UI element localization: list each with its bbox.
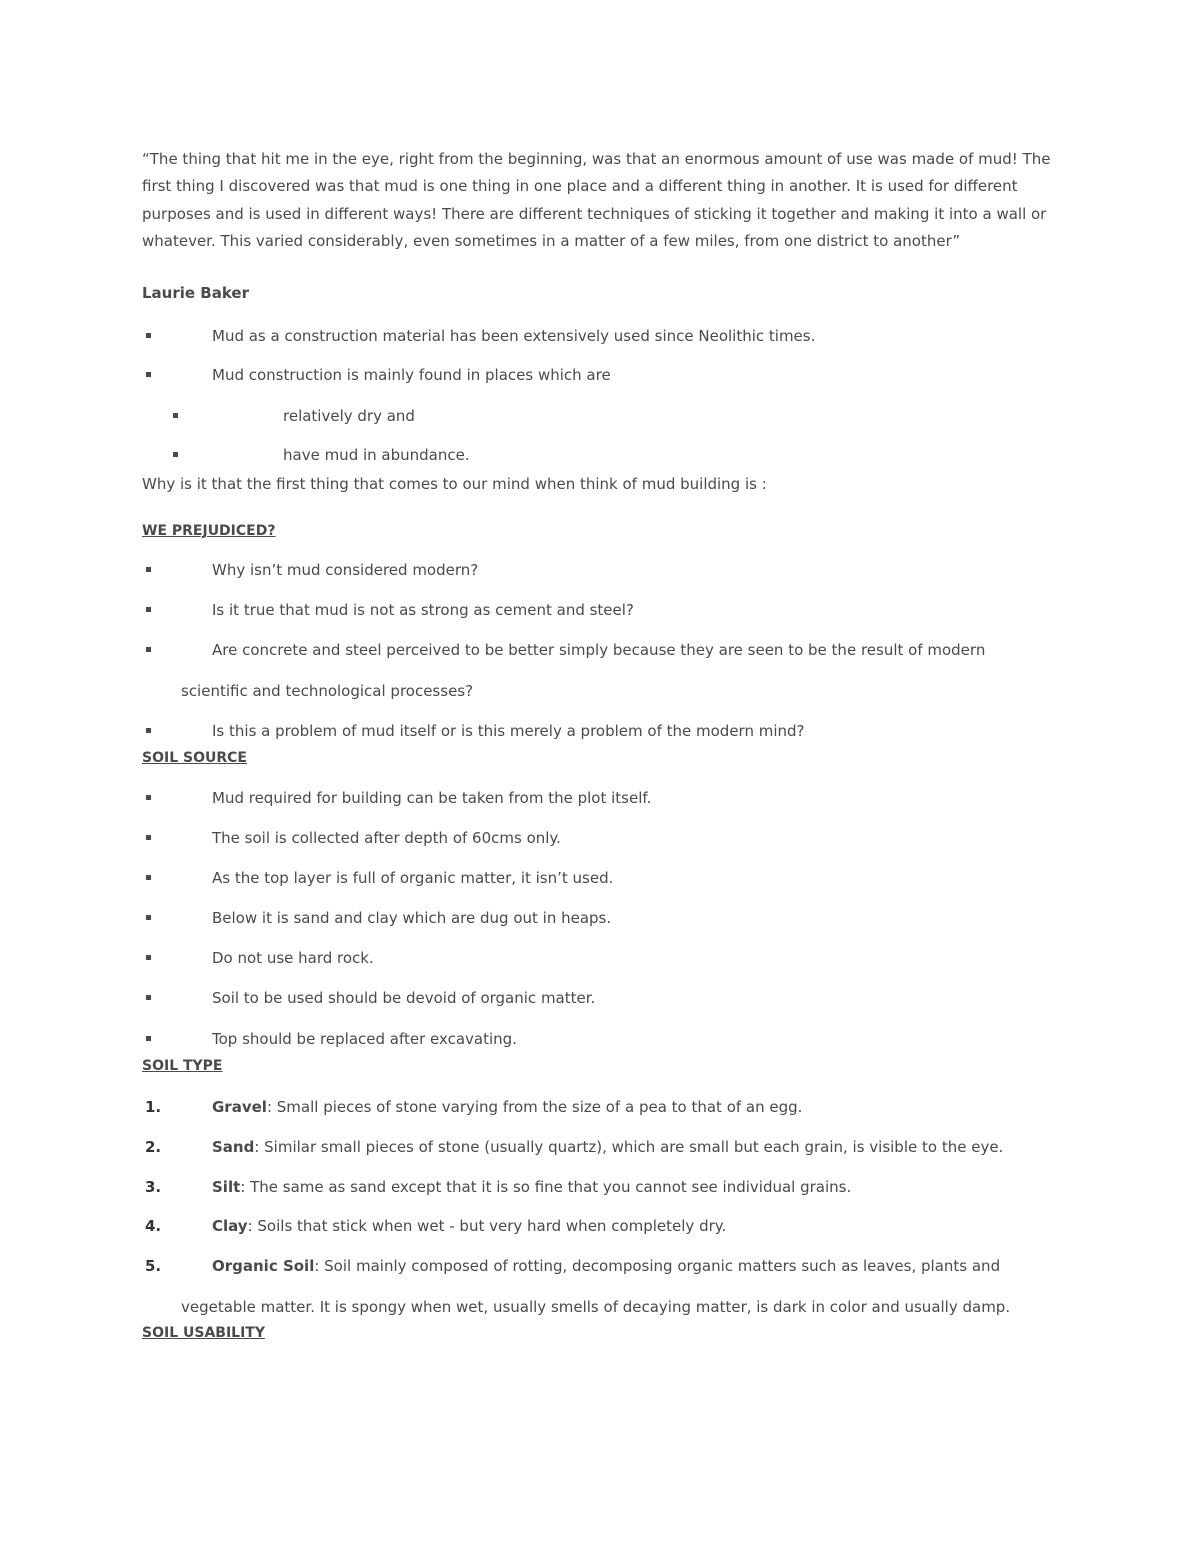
bullet-icon [173,413,178,418]
list-item: As the top layer is full of organic matter, it isn’t used. [212,869,614,887]
term: Sand [212,1138,255,1156]
list-number: 3. [145,1178,162,1196]
list-item: Below it is sand and clay which are dug out in heaps. [212,909,612,927]
numbered-item [212,1098,802,1116]
list-item-continuation: vegetable matter. It is spongy when wet, usually smells of decaying matter, is dark in color and usually damp. [181,1298,1011,1316]
section-heading-soil-type: SOIL TYPE [142,1058,223,1074]
list-item: Soil to be used should be devoid of organic matter. [212,989,596,1007]
section-heading-soil-usability: SOIL USABILITY [142,1325,265,1341]
list-number: 1. [145,1098,162,1116]
section-heading-soil-source: SOIL SOURCE [142,750,247,766]
quote-author: Laurie Baker [142,284,249,302]
bullet-icon [146,835,151,840]
list-item: Mud construction is mainly found in places which are [212,366,611,384]
list-number: 2. [145,1138,162,1156]
list-number: 5. [145,1257,162,1275]
list-item: Are concrete and steel perceived to be better simply because they are seen to be the result of modern [212,641,986,659]
sub-list-item: relatively dry and [283,407,415,425]
bullet-icon [146,1036,151,1041]
definition: : The same as sand except that it is so fine that you cannot see individual grains. [240,1178,852,1196]
numbered-item [212,1257,1000,1275]
sub-list-item: have mud in abundance. [283,446,470,464]
list-item: Do not use hard rock. [212,949,374,967]
definition: : Soil mainly composed of rotting, decomposing organic matters such as leaves, plants and [314,1257,1001,1275]
question-text: Why is it that the first thing that comes to our mind when think of mud building is : [142,475,767,493]
bullet-icon [146,875,151,880]
bullet-icon [146,647,151,652]
bullet-icon [146,915,151,920]
list-item: The soil is collected after depth of 60cms only. [212,829,561,847]
bullet-icon [146,567,151,572]
list-number: 4. [145,1217,162,1235]
list-item: Mud required for building can be taken from the plot itself. [212,789,652,807]
numbered-item [212,1138,1003,1156]
bullet-icon [146,333,151,338]
term: Organic Soil [212,1257,315,1275]
definition: : Small pieces of stone varying from the size of a pea to that of an egg. [266,1098,803,1116]
bullet-icon [173,452,178,457]
term: Silt [212,1178,241,1196]
section-heading-prejudiced: WE PREJUDICED? [142,523,276,539]
list-item-continuation: scientific and technological processes? [181,682,474,700]
definition: : Soils that stick when wet - but very hard when completely dry. [247,1217,727,1235]
bullet-icon [146,955,151,960]
list-item: Top should be replaced after excavating. [212,1030,517,1048]
term: Gravel [212,1098,267,1116]
term: Clay [212,1217,248,1235]
bullet-icon [146,995,151,1000]
list-item: Why isn’t mud considered modern? [212,561,479,579]
bullet-icon [146,607,151,612]
bullet-icon [146,372,151,377]
list-item: Is this a problem of mud itself or is this merely a problem of the modern mind? [212,722,805,740]
list-item: Mud as a construction material has been extensively used since Neolithic times. [212,327,816,345]
bullet-icon [146,728,151,733]
numbered-item [212,1217,726,1235]
bullet-icon [146,795,151,800]
list-item: Is it true that mud is not as strong as cement and steel? [212,601,634,619]
quote-paragraph: “The thing that hit me in the eye, right from the beginning, was that an enormous amount of use was made of mud! The first thing I discovered was that mud is one thing in one place and a different thing in another. It is used for different purposes and is used in different ways! There are different techniques of sticking it together and making it into a wall or whatever. This varied considerably, even sometimes in a matter of a few miles, from one district to another” [142,150,1051,250]
definition: : Similar small pieces of stone (usually quartz), which are small but each grain, is visible to the eye. [254,1138,1004,1156]
numbered-item [212,1178,851,1196]
